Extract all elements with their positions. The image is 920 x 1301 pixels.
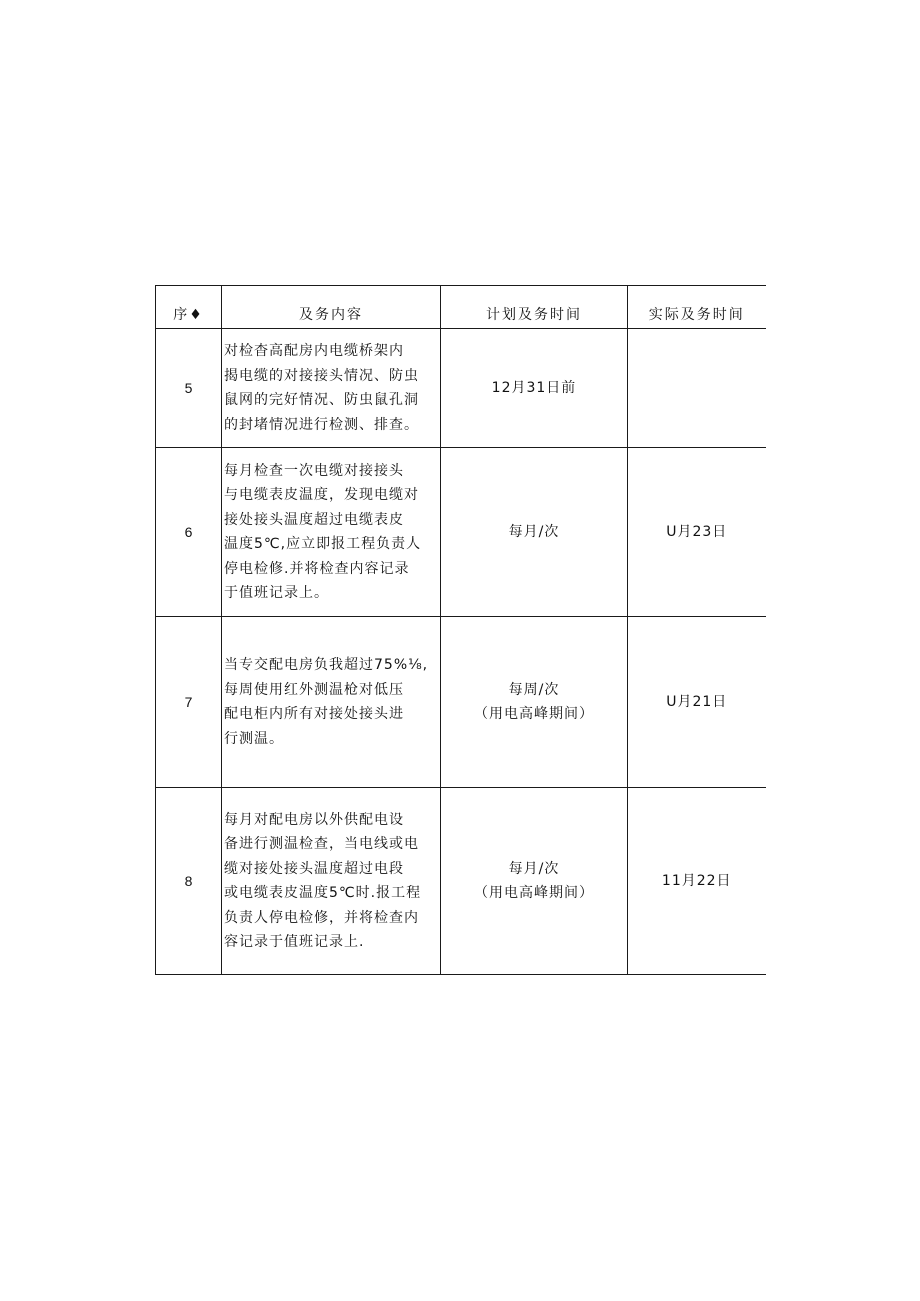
row-actual-time bbox=[628, 329, 766, 448]
row-number: 8 bbox=[156, 788, 222, 975]
header-no: 序♦ bbox=[156, 286, 222, 329]
row-content: 对检杳高配房内电缆桥架内 揭电缆的对接接头情况、防虫 鼠网的完好情况、防虫鼠孔洞 的封堵情况进行检测、排查。 bbox=[222, 329, 441, 448]
row-actual-time: U月21日 bbox=[628, 617, 766, 788]
table-row bbox=[156, 448, 766, 617]
header-actual-time: 实际及务时间 bbox=[628, 286, 766, 329]
row-content: 每月对配电房以外供配电设 备进行测温检查，当电线或电 缆对接处接头温度超过电段 或电缆表皮温度5℃时.报工程 负责人停电检修，并将检查内 容记录于值班记录上. bbox=[222, 788, 441, 975]
row-plan-time: 每月/次 bbox=[441, 448, 628, 617]
row-number: 7 bbox=[156, 617, 222, 788]
maintenance-table bbox=[155, 285, 766, 975]
table-row bbox=[156, 329, 766, 448]
header-plan-time: 计划及务时间 bbox=[441, 286, 628, 329]
maintenance-table-container bbox=[155, 285, 765, 975]
row-content: 当专交配电房负我超过75%⅛, 每周使用红外测温枪对低压 配电柜内所有对接处接头进 行测温。 bbox=[222, 617, 441, 788]
table-header-row bbox=[156, 286, 766, 329]
row-number: 5 bbox=[156, 329, 222, 448]
table-row bbox=[156, 788, 766, 975]
row-actual-time: 11月22日 bbox=[628, 788, 766, 975]
row-plan-time: 每月/次 （用电高峰期间） bbox=[441, 788, 628, 975]
header-content: 及务内容 bbox=[222, 286, 441, 329]
row-actual-time: U月23日 bbox=[628, 448, 766, 617]
row-plan-time: 12月31日前 bbox=[441, 329, 628, 448]
row-number: 6 bbox=[156, 448, 222, 617]
table-row bbox=[156, 617, 766, 788]
row-plan-time: 每周/次 （用电高峰期间） bbox=[441, 617, 628, 788]
row-content: 每月检查一次电缆对接接头 与电缆表皮温度，发现电缆对 接处接头温度超过电缆表皮 温度5℃,应立即报工程负责人 停电检修.并将检查内容记录 于值班记录上。 bbox=[222, 448, 441, 617]
